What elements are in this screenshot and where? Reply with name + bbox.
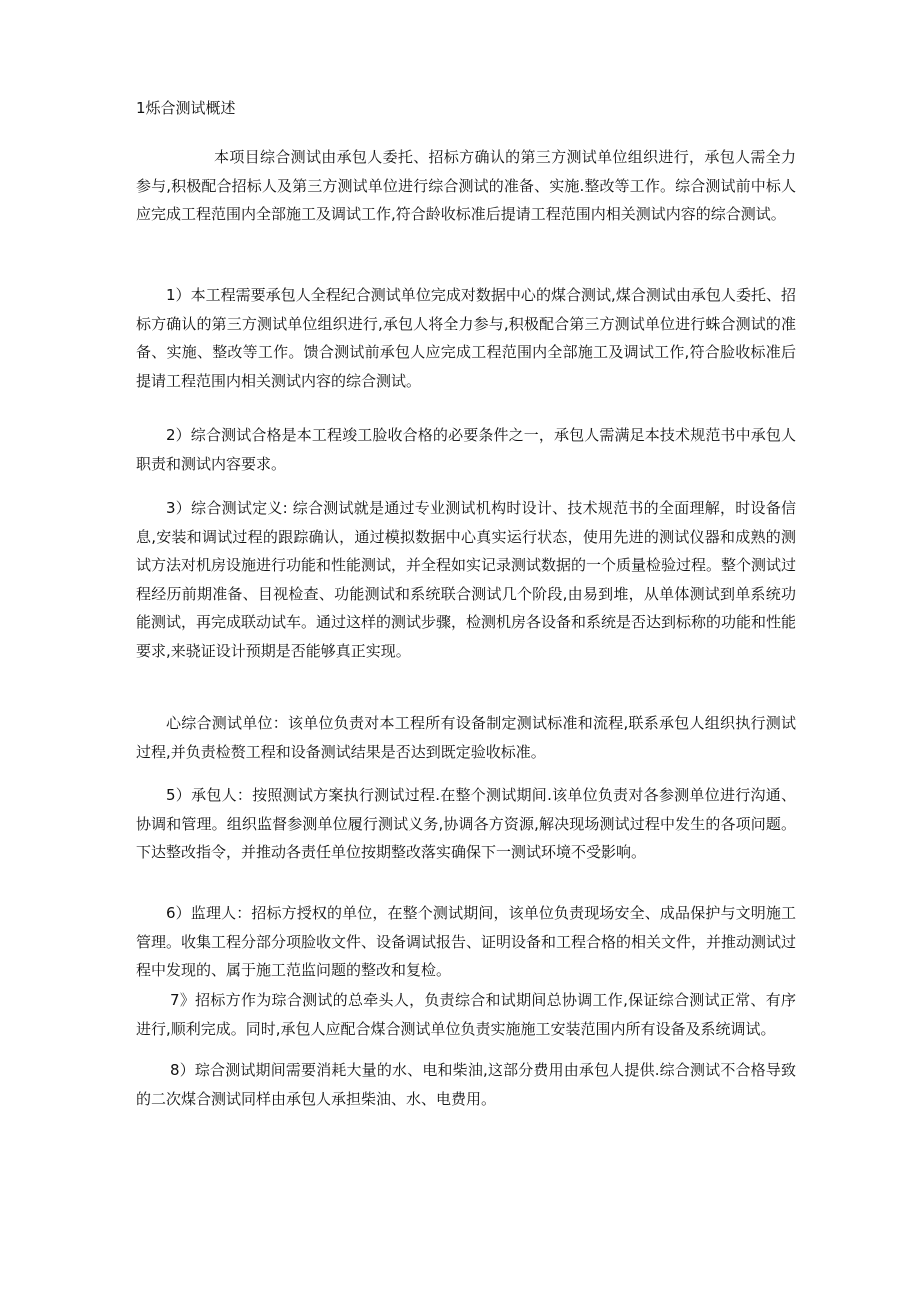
paragraph-item-6: 6）监理人：招标方授权的单位，在整个测试期间，该单位负责现场安全、成品保护与文明施工管理。收集工程分部分项脸收文件、设备调试报告、证明设备和工程合格的相关文件，并推动测试过程中发现的、属于施工范监问题的整改和复检。 (136, 904, 797, 979)
paragraph-item-4: 心综合测试单位：该单位负责对本工程所有设备制定测试标准和流程,联系承包人组织执行测试过程,并负责检赘工程和设备测试结果是否达到既定验收标准。 (136, 714, 796, 761)
paragraph-item-8: 8）琮合测试期间需要消耗大量的水、电和柴油,这部分费用由承包人提供.综合测试不合格导致的二次煤合测试同样由承包人承担柴油、水、电费用。 (136, 1061, 796, 1108)
intro-paragraph: 本项目综合测试由承包人委托、招标方确认的第三方测试单位组织进行，承包人需全力参与,积极配合招标人及第三方测试单位进行综合测试的准备、实施.整改等工作。综合测试前中标人应完成工程范围内全部施工及调试工作,符合龄收标准后提请工程范围内相关测试内容的综合测试。 (136, 148, 796, 223)
paragraph-item-2: 2）综合测试合格是本工程竣工脸收合格的必要条件之一，承包人需满足本技术规范书中承包人职责和测试内容要求。 (136, 426, 796, 473)
paragraph-item-3: 3）综合测试定义: 综合测试就是通过专业测试机构时设计、技术规范书的全面理解，时设备信息,安装和调试过程的跟踪确认，通过模拟数据中心真实运行状态，使用先进的测试仪器和成熟的测试方法对机房设施进行功能和性能测试，并全程如实记录测试数据的一个质量检验过程。整个测试过程经历前期准备、目视检查、功能测试和系统联合测试几个阶段,由易到堆，从单体测试到单系统功能测试，再完成联动试车。通过这样的测试步骤，检测机房各设备和系统是否达到标称的功能和性能要求,来骁证设计预期是否能够真正实现。 (136, 499, 797, 660)
paragraph-item-1: 1）本工程需要承包人全程纪合测试单位完成对数据中心的煤合测试,煤合测试由承包人委托、招标方确认的第三方测试单位组织进行,承包人将全力参与,积极配合第三方测试单位进行蛛合测试的准备、实施、整改等工作。馈合测试前承包人应完成工程范围内全部施工及调试工作,符合脸收标准后提请工程范围内相关测试内容的综合测试。 (136, 286, 796, 390)
paragraph-item-5: 5）承包人：按照测试方案执行测试过程.在整个测试期间.该单位负责对各参测单位进行沟通、协调和管理。组织监督参测单位履行测试义务,协调各方资源,解决现场测试过程中发生的各项问题。下达整改指令，并推动各责任单位按期整改落实确保下一测试环境不受影响。 (136, 786, 796, 861)
section-heading: 1烁合测试概述 (136, 99, 236, 117)
paragraph-item-7: 7》招标方作为琮合测试的总牵头人，负责综合和试期间总协调工作,保证综合测试正常、有序进行,顺利完成。同时,承包人应配合煤合测试单位负责实施施工安装范围内所有设备及系统调试。 (136, 991, 796, 1038)
